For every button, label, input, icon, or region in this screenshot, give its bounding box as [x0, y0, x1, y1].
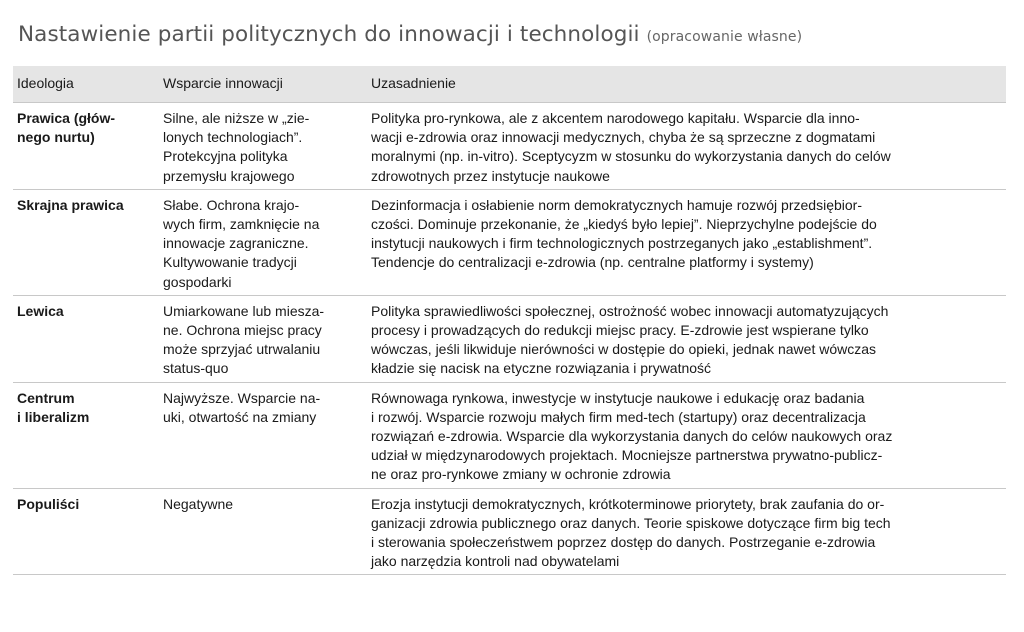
ideology-cell: Populiści: [13, 488, 159, 575]
support-cell: Najwyższe. Wsparcie na- uki, otwartość na zmiany: [159, 382, 367, 488]
header-justification: Uzasadnienie: [367, 66, 1006, 103]
header-ideology: Ideologia: [13, 66, 159, 103]
title-subtitle: (opracowanie własne): [646, 29, 803, 45]
justification-cell: Polityka pro-rynkowa, ale z akcentem narodowego kapitału. Wsparcie dla inno- wacji e-zdrowia oraz innowacji medycznych, chyba że są sprzeczne z dogmatami moralnymi (np. in-vitro). Sceptycyzm w stosunku do wykorzystania danych do celów zdrowotnych przez instytucje naukowe: [367, 103, 1006, 190]
support-cell: Słabe. Ochrona krajo- wych firm, zamknięcie na innowacje zagraniczne. Kultywowanie tradycji gospodarki: [159, 189, 367, 295]
ideology-cell: Lewica: [13, 295, 159, 382]
page-title: [18, 22, 802, 47]
support-cell: Silne, ale niższe w „zie- lonych technologiach”. Protekcyjna polityka przemysłu krajowego: [159, 103, 367, 190]
ideology-cell: Skrajna prawica: [13, 189, 159, 295]
table-header: [13, 66, 1006, 103]
support-cell: Negatywne: [159, 488, 367, 575]
table-row: [13, 382, 1006, 488]
justification-cell: Równowaga rynkowa, inwestycje w instytucje naukowe i edukację oraz badania i rozwój. Wsparcie rozwoju małych firm med-tech (startupy) oraz decentralizacja rozwiązań e-zdrowia. Wsparcie dla wykorzystania danych do celów naukowych oraz udział w międzynarodowych projektach. Mocniejsze partnerstwa prywatno-publicz- ne oraz pro-rynkowe zmiany w ochronie zdrowia: [367, 382, 1006, 488]
table-header-row: [13, 66, 1006, 103]
table-row: [13, 103, 1006, 190]
title-main: Nastawienie partii politycznych do innowacji i technologii: [18, 22, 640, 47]
ideology-cell: Prawica (głów- nego nurtu): [13, 103, 159, 190]
justification-cell: Polityka sprawiedliwości społecznej, ostrożność wobec innowacji automatyzujących procesy i prowadzących do redukcji miejsc pracy. E-zdrowie jest wspierane tylko wówczas, jeśli likwiduje nierówności w dostępie do opieki, jednak nawet wówczas kładzie się nacisk na etyczne rozwiązania i prywatność: [367, 295, 1006, 382]
justification-cell: Dezinformacja i osłabienie norm demokratycznych hamuje rozwój przedsiębior- czości. Dominuje przekonanie, że „kiedyś było lepiej”. Nieprzychylne podejście do instytucji naukowych i firm technologicznych postrzeganych jako „establishment”. Tendencje do centralizacji e-zdrowia (np. centralne platformy i systemy): [367, 189, 1006, 295]
justification-cell: Erozja instytucji demokratycznych, krótkoterminowe priorytety, brak zaufania do or- ganizacji zdrowia publicznego oraz danych. Teorie spiskowe dotyczące firm big tech i sterowania społeczeństwem poprzez dostęp do danych. Postrzeganie e-zdrowia jako narzędzia kontroli nad obywatelami: [367, 488, 1006, 575]
table-row: [13, 189, 1006, 295]
ideology-table: [13, 66, 1006, 575]
table-body: [13, 103, 1006, 575]
header-support: Wsparcie innowacji: [159, 66, 367, 103]
table-row: [13, 295, 1006, 382]
ideology-cell: Centrum i liberalizm: [13, 382, 159, 488]
table-row: [13, 488, 1006, 575]
support-cell: Umiarkowane lub miesza- ne. Ochrona miejsc pracy może sprzyjać utrwalaniu status-quo: [159, 295, 367, 382]
